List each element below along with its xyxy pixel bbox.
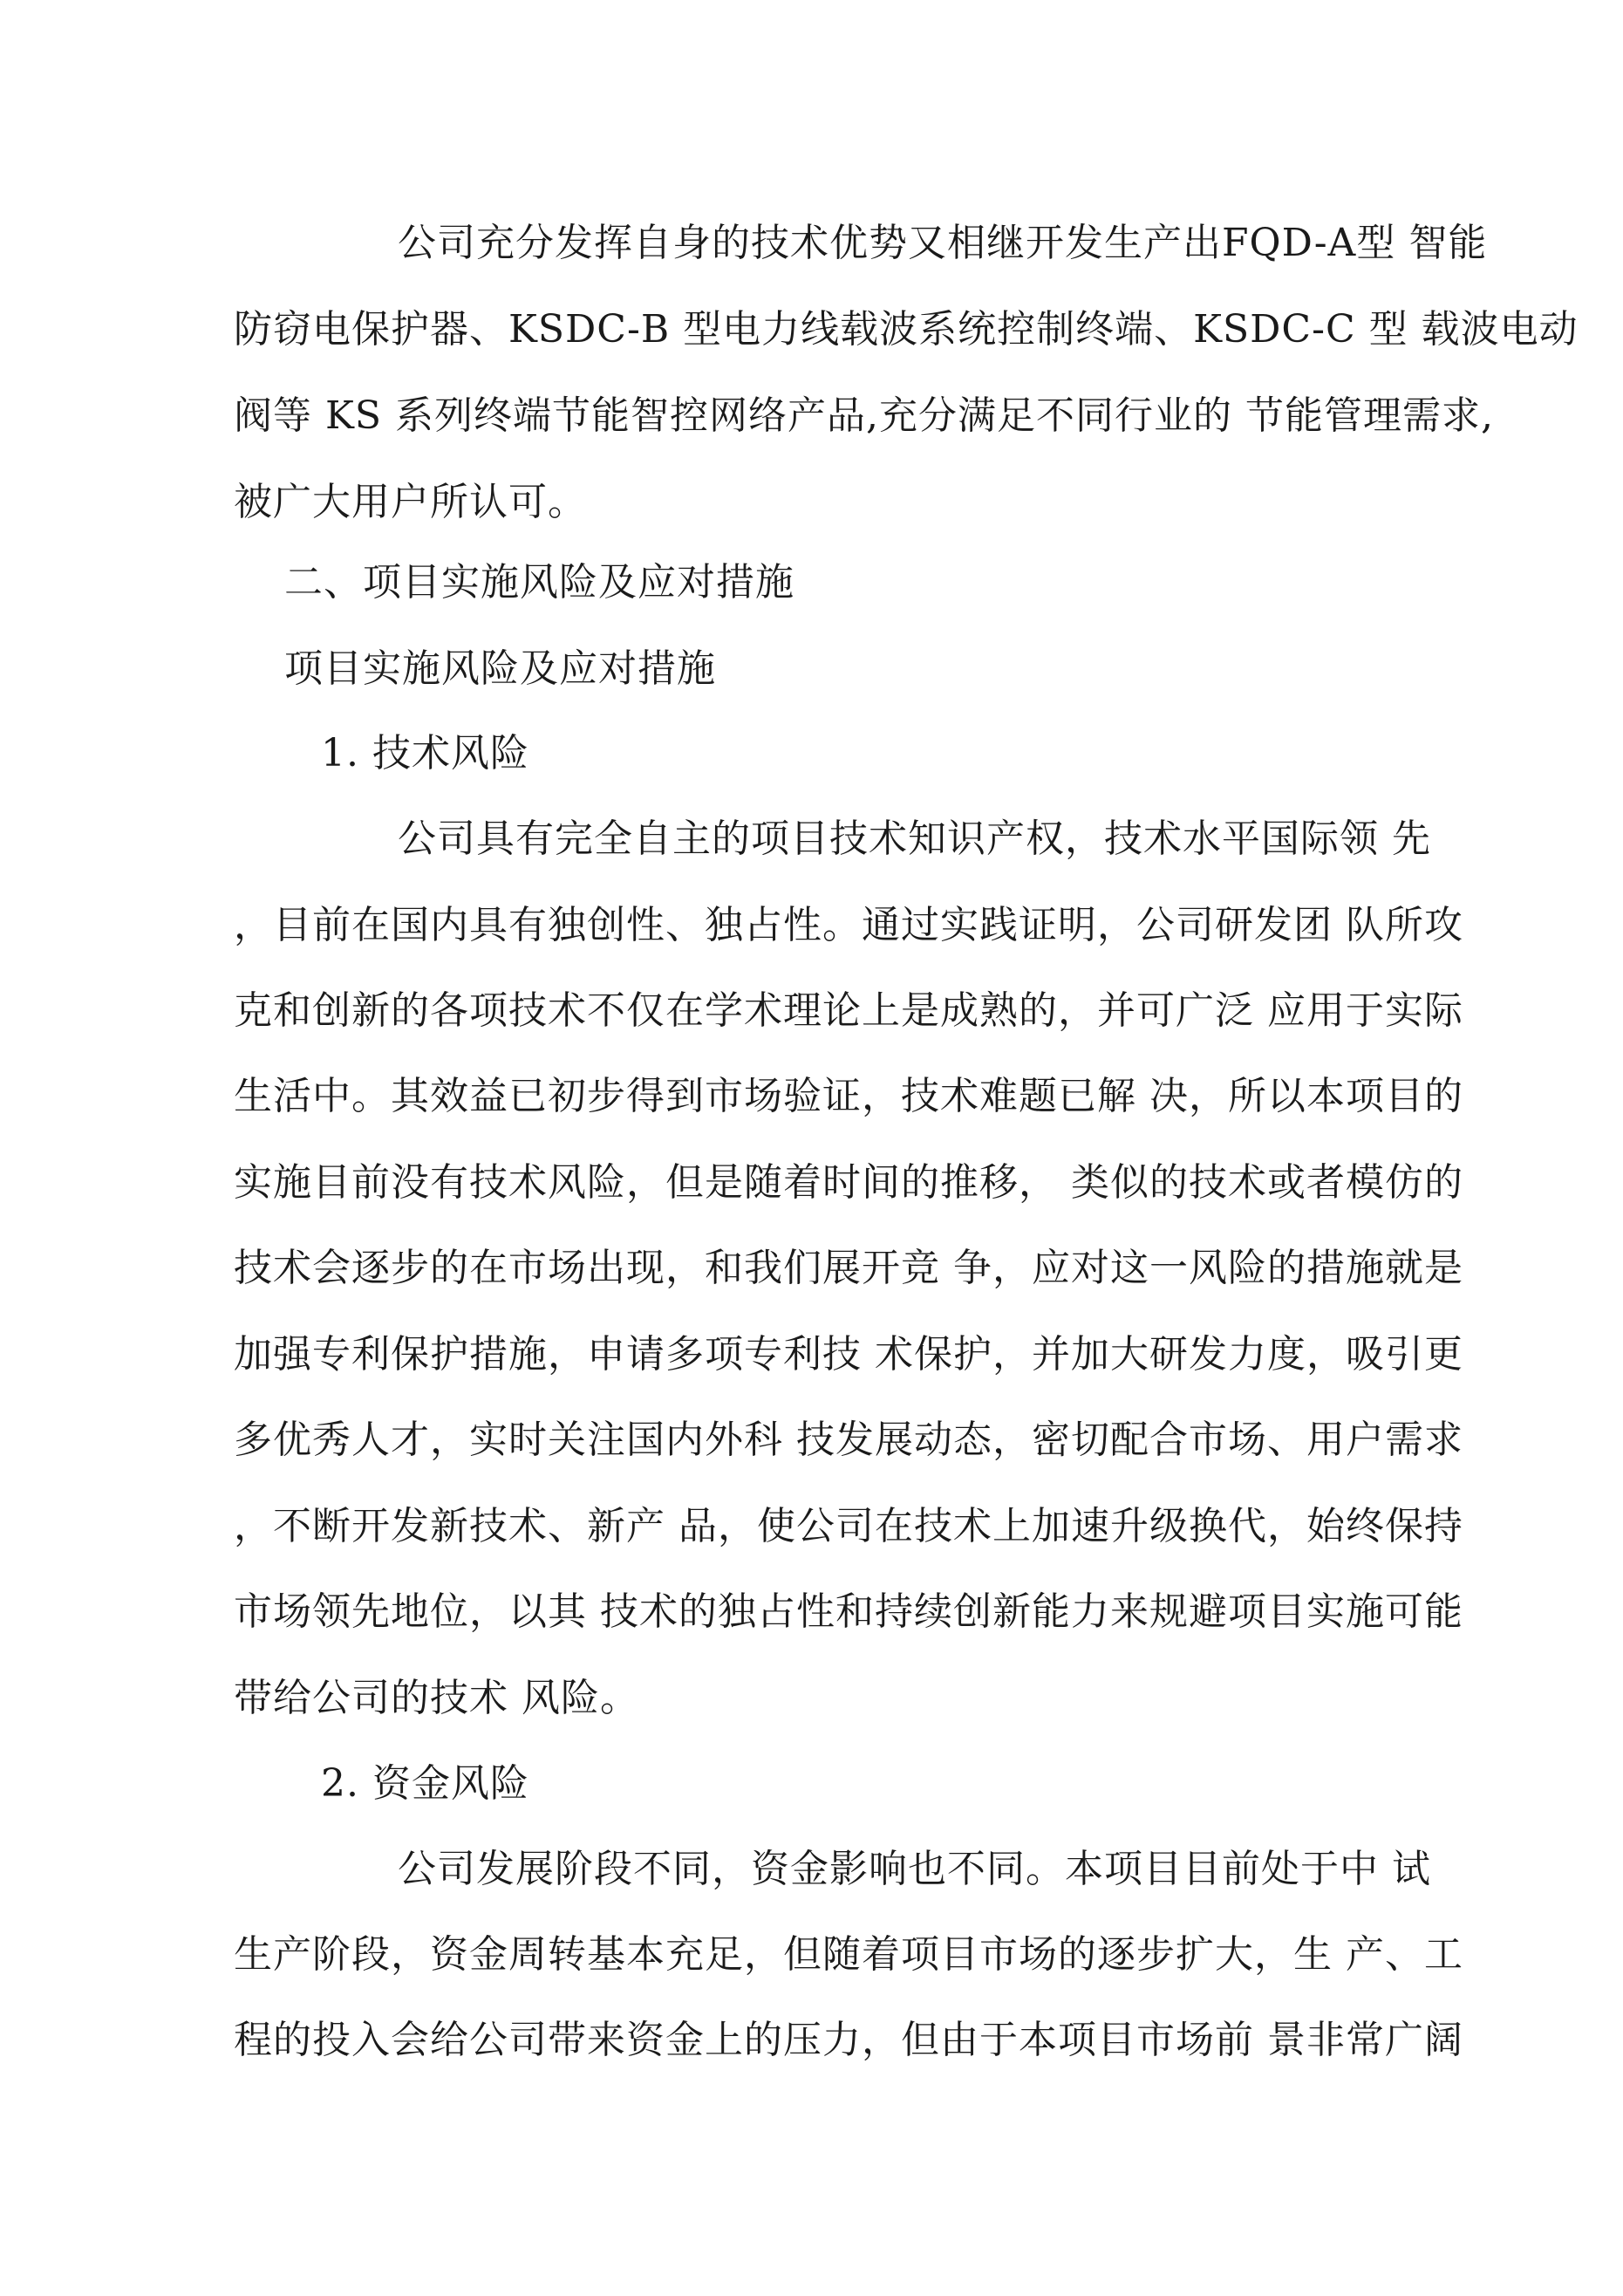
item2-line-1: 公司发展阶段不同，资金影响也不同。本项目目前处于中 试 xyxy=(398,1847,1431,1891)
item1-line-6: 技术会逐步的在市场出现，和我们展开竞 争，应对这一风险的措施就是 xyxy=(234,1246,1463,1290)
item2-line-2: 生产阶段，资金周转基本充足，但随着项目市场的逐步扩大，生 产、工 xyxy=(234,1932,1463,1977)
item2-line-3: 程的投入会给公司带来资金上的压力，但由于本项目市场前 景非常广阔 xyxy=(234,2018,1463,2062)
item1-line-8: 多优秀人才，实时关注国内外科 技发展动态，密切配合市场、用户需求 xyxy=(234,1418,1463,1462)
item1-heading: 1. 技术风险 xyxy=(321,731,529,776)
item1-line-2: ，目前在国内具有独创性、独占性。通过实践证明，公司研发团 队所攻 xyxy=(234,903,1463,947)
intro-line-4: 被广大用户所认可。 xyxy=(234,480,587,524)
item1-line-7: 加强专利保护措施，申请多项专利技 术保护，并加大研发力度，吸引更 xyxy=(234,1332,1463,1377)
intro-line-2: 防窃电保护器、KSDC-B 型电力线载波系统控制终端、KSDC-C 型 载波电动 xyxy=(234,307,1579,352)
section-heading: 二、项目实施风险及应对措施 xyxy=(284,560,794,605)
item1-line-11: 带给公司的技术 风险。 xyxy=(234,1676,639,1720)
item1-line-9: ，不断开发新技术、新产 品，使公司在技术上加速升级换代，始终保持 xyxy=(234,1504,1463,1548)
item2-heading: 2. 资金风险 xyxy=(321,1761,529,1806)
item1-line-3: 克和创新的各项技术不仅在学术理论上是成熟的，并可广泛 应用于实际 xyxy=(234,988,1463,1033)
item1-line-4: 生活中。其效益已初步得到市场验证，技术难题已解 决，所以本项目的 xyxy=(234,1074,1463,1118)
item1-line-5: 实施目前没有技术风险，但是随着时间的推移， 类似的技术或者模仿的 xyxy=(234,1160,1463,1205)
item1-line-1: 公司具有完全自主的项目技术知识产权，技术水平国际领 先 xyxy=(398,817,1431,861)
intro-line-1: 公司充分发挥自身的技术优势又相继开发生产出FQD-A型 智能 xyxy=(398,221,1488,265)
item1-line-10: 市场领先地位，以其 技术的独占性和持续创新能力来规避项目实施可能 xyxy=(234,1589,1463,1634)
subsection-heading: 项目实施风险及应对措施 xyxy=(284,646,716,691)
intro-line-3: 阀等 KS 系列终端节能智控网络产品,充分满足不同行业的 节能管理需求, xyxy=(234,393,1494,438)
